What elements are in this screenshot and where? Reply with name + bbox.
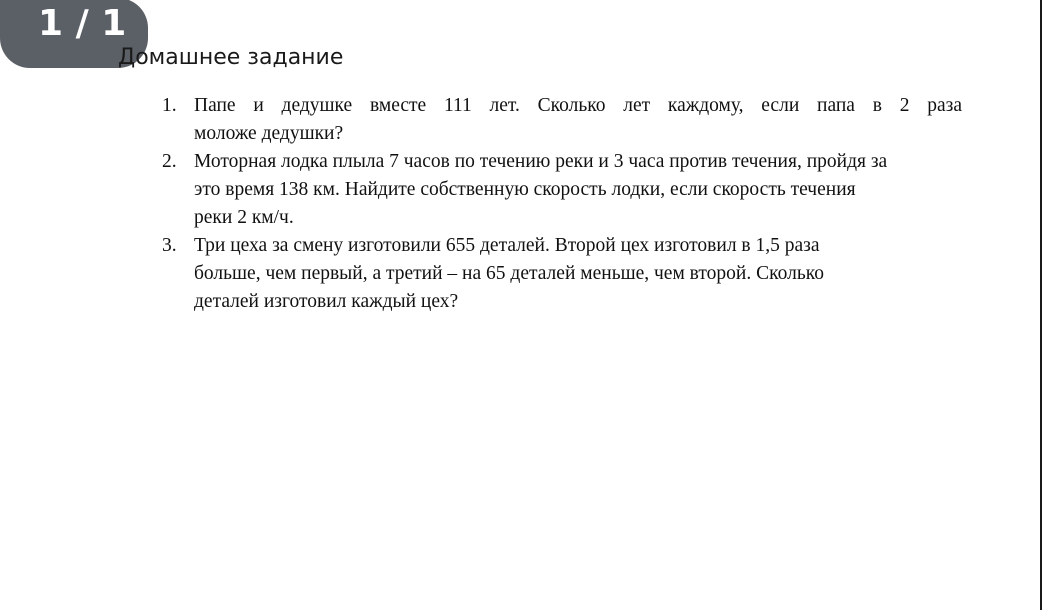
task-item-2 (162, 148, 962, 232)
task-number: 1. (162, 95, 177, 116)
task-number: 2. (162, 151, 177, 172)
task-line: деталей изготовил каждый цех? (194, 291, 459, 312)
task-line: Три цеха за смену изготовили 655 деталей. Второй цех изготовил в 1,5 раза (194, 235, 820, 256)
task-line: реки 2 км/ч. (194, 207, 294, 228)
task-line: больше, чем первый, а третий – на 65 деталей меньше, чем второй. Сколько (194, 263, 824, 284)
task-line: Папе и дедушке вместе 111 лет. Сколько лет каждому, если папа в 2 раза (194, 95, 962, 116)
task-number: 3. (162, 235, 177, 256)
task-item-1 (162, 92, 962, 148)
document-title: Домашнее задание (118, 45, 344, 70)
task-line: моложе дедушки? (194, 123, 344, 144)
task-list (162, 92, 962, 316)
task-item-3 (162, 232, 962, 316)
task-line: это время 138 км. Найдите собственную скорость лодки, если скорость течения (194, 179, 856, 200)
page-edge-border (1040, 0, 1042, 610)
task-line: Моторная лодка плыла 7 часов по течению реки и 3 часа против течения, пройдя за (194, 151, 888, 172)
page-counter-text: 1 / 1 (38, 3, 127, 44)
